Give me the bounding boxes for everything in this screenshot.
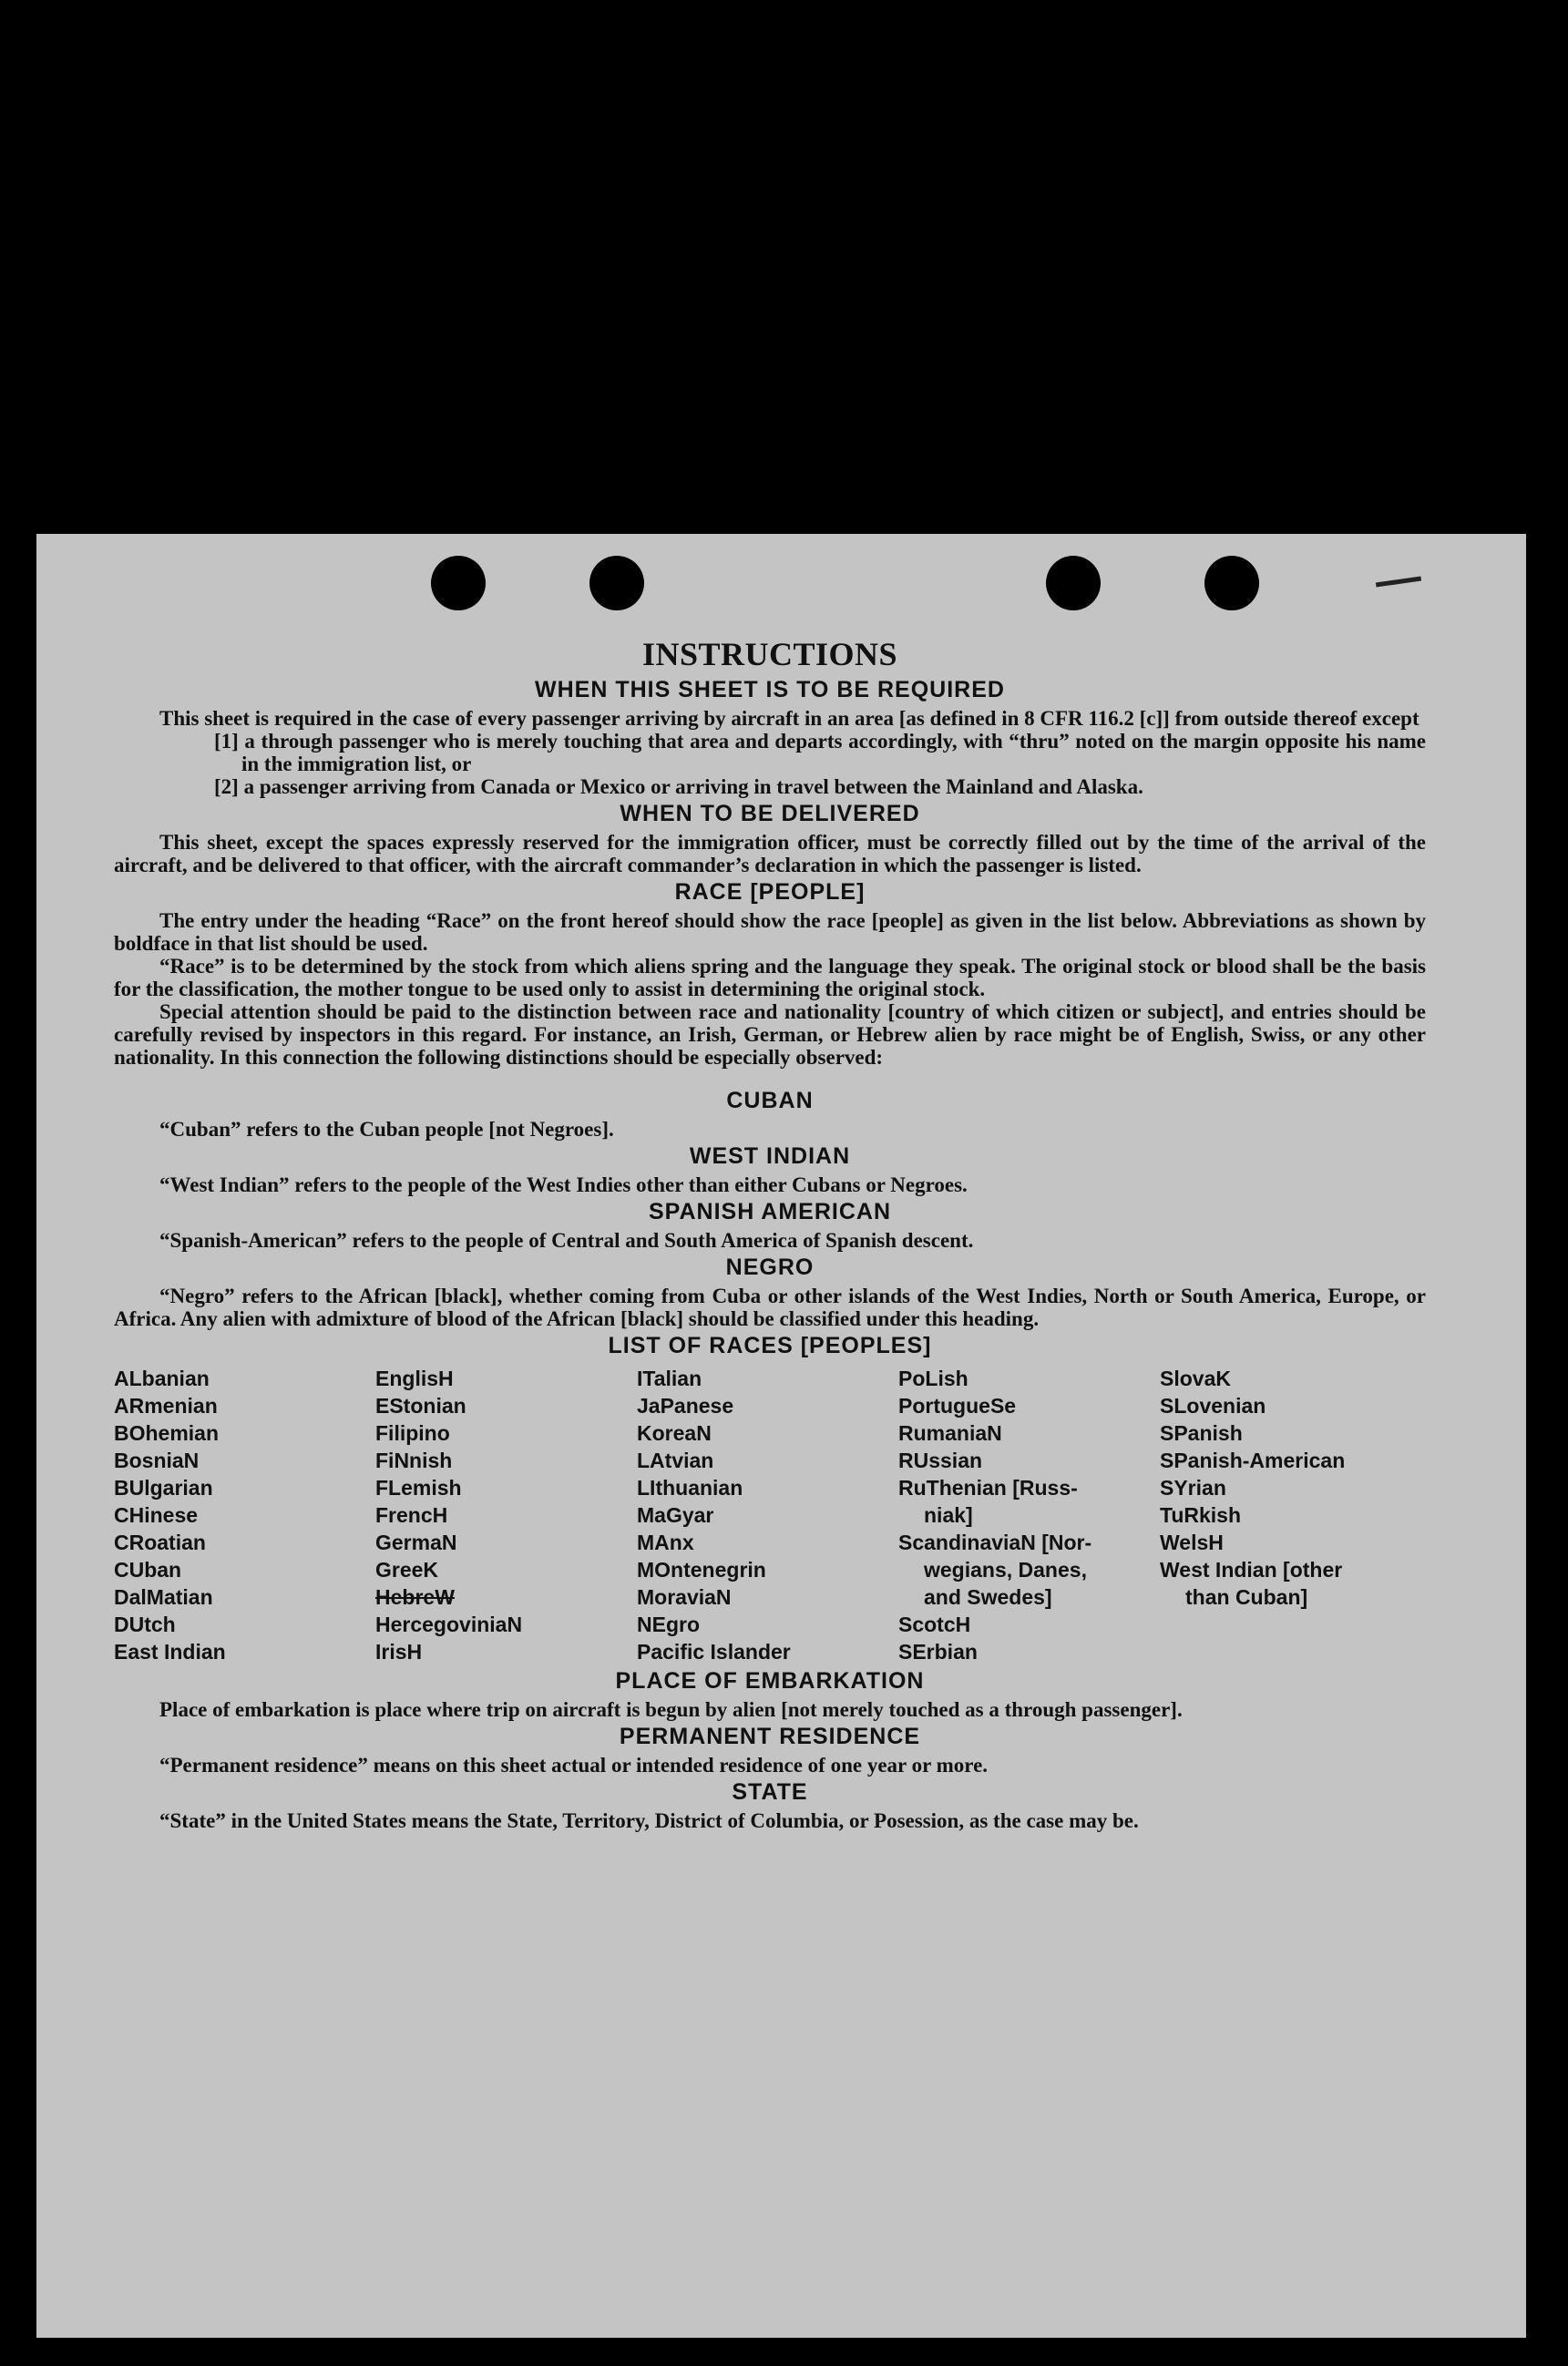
race-item: MoraviaN xyxy=(637,1585,732,1609)
races-column xyxy=(375,1365,637,1665)
race-item: DUtch xyxy=(114,1613,176,1636)
races-column xyxy=(637,1365,898,1665)
instructions-text xyxy=(114,634,1426,1832)
race-item-continued: and Swedes] xyxy=(924,1585,1052,1609)
negro-text: “Negro” refers to the African [black], whether coming from Cuba or other islands of the West Indies, North or South America, Europe, or Africa. Any alien with admixture of blood of the African [black] should be classified under this heading. xyxy=(114,1285,1426,1330)
race-item: ITalian xyxy=(637,1367,702,1390)
race-item: JaPanese xyxy=(637,1394,734,1418)
west-indian-text: “West Indian” refers to the people of the West Indies other than either Cubans or Negroes. xyxy=(159,1173,968,1196)
page-title: INSTRUCTIONS xyxy=(641,636,898,672)
race-item: ScandinaviaN [Nor- xyxy=(898,1531,1092,1554)
race-item: KoreaN xyxy=(637,1421,712,1445)
race-item: LAtvian xyxy=(637,1449,714,1472)
race-item: FLemish xyxy=(375,1476,462,1500)
spanish-american-text: “Spanish-American” refers to the people of Central and South America of Spanish descent. xyxy=(159,1229,974,1252)
race-item: CHinese xyxy=(114,1503,199,1527)
race-item: MaGyar xyxy=(637,1503,714,1527)
punch-hole xyxy=(589,556,644,610)
race-item: PoLish xyxy=(898,1367,968,1390)
race-item: RUssian xyxy=(898,1449,983,1472)
punch-hole xyxy=(431,556,486,610)
race-item: TuRkish xyxy=(1160,1503,1242,1527)
race-item: BOhemian xyxy=(114,1421,220,1445)
race-item: SLovenian xyxy=(1160,1394,1266,1418)
cuban-text: “Cuban” refers to the Cuban people [not Negroes]. xyxy=(159,1118,614,1141)
race-item: EnglisH xyxy=(375,1367,454,1390)
race-item: FiNnish xyxy=(375,1449,453,1472)
residence-text: “Permanent residence” means on this sheet actual or intended residence of one year or more. xyxy=(159,1754,989,1777)
heading-cuban: CUBAN xyxy=(726,1088,814,1113)
race-item: SPanish xyxy=(1160,1421,1243,1445)
when-delivered-text: This sheet, except the spaces expressly reserved for the immigration officer, must be correctly filled out by the time of the arrival of the aircraft, and be delivered to that officer, with the aircraft commander’s declaration in which the passenger is listed. xyxy=(114,831,1426,876)
races-column xyxy=(898,1365,1160,1665)
instruction-sheet xyxy=(36,534,1526,2338)
state-text: “State” in the United States means the State, Territory, District of Columbia, or Posession, as the case may be. xyxy=(159,1809,1139,1832)
race-item: SlovaK xyxy=(1160,1367,1231,1390)
heading-state: STATE xyxy=(732,1779,808,1805)
heading-spanish-american: SPANISH AMERICAN xyxy=(648,1199,891,1224)
races-column xyxy=(1160,1365,1426,1665)
races-column xyxy=(114,1365,375,1665)
race-item: GreeK xyxy=(375,1558,439,1582)
heading-when-required: WHEN THIS SHEET IS TO BE REQUIRED xyxy=(535,677,1005,702)
heading-race: RACE [PEOPLE] xyxy=(674,879,866,905)
race-item: FrencH xyxy=(375,1503,448,1527)
embarkation-text: Place of embarkation is place where trip on aircraft is begun by alien [not merely touched as a through passenger]. xyxy=(159,1698,1183,1721)
heading-list-of-races: LIST OF RACES [PEOPLES] xyxy=(608,1333,932,1358)
heading-negro: NEGRO xyxy=(725,1255,815,1280)
race-item: CRoatian xyxy=(114,1531,206,1554)
heading-when-delivered: WHEN TO BE DELIVERED xyxy=(620,801,920,826)
race-item: MOntenegrin xyxy=(637,1558,766,1582)
race-item: PortugueSe xyxy=(898,1394,1017,1418)
race-item: SYrian xyxy=(1160,1476,1226,1500)
race-item: West Indian [other xyxy=(1160,1558,1343,1582)
race-paragraph-1: The entry under the heading “Race” on the front hereof should show the race [people] as given in the list below. Abbreviations as shown by boldface in that list should be used. xyxy=(114,909,1426,955)
punch-hole xyxy=(1204,556,1259,610)
race-item: Filipino xyxy=(375,1421,450,1445)
race-item: SErbian xyxy=(898,1640,978,1664)
race-item: GermaN xyxy=(375,1531,457,1554)
race-item: IrisH xyxy=(375,1640,423,1664)
race-item: Pacific Islander xyxy=(637,1640,791,1664)
punch-hole xyxy=(1046,556,1101,610)
race-item: RuThenian [Russ- xyxy=(898,1476,1078,1500)
race-item-continued: wegians, Danes, xyxy=(924,1558,1087,1582)
race-item: NEgro xyxy=(637,1613,700,1636)
heading-place-of-embarkation: PLACE OF EMBARKATION xyxy=(615,1668,925,1694)
race-item: MAnx xyxy=(637,1531,694,1554)
heading-permanent-residence: PERMANENT RESIDENCE xyxy=(619,1724,921,1749)
race-item-continued: than Cuban] xyxy=(1185,1585,1308,1609)
race-item: ALbanian xyxy=(114,1367,210,1390)
race-item: BUlgarian xyxy=(114,1476,213,1500)
race-paragraph-2: “Race” is to be determined by the stock from which aliens spring and the language they speak. The original stock or blood shall be the basis for the classification, the mother tongue to be used only to assist in determining the original stock. xyxy=(114,955,1426,1000)
race-item-continued: niak] xyxy=(924,1503,973,1527)
race-item-struck: HebreW xyxy=(375,1585,455,1609)
race-item: BosniaN xyxy=(114,1449,200,1472)
race-item: EStonian xyxy=(375,1394,466,1418)
race-item: LIthuanian xyxy=(637,1476,743,1500)
race-item: ARmenian xyxy=(114,1394,218,1418)
race-item: RumaniaN xyxy=(898,1421,1002,1445)
paper-mark xyxy=(1376,577,1421,588)
race-item: SPanish-American xyxy=(1160,1449,1346,1472)
when-required-item-2: [2] a passenger arriving from Canada or Mexico or arriving in travel between the Mainland and Alaska. xyxy=(214,775,1143,798)
when-required-item-1: [1] a through passenger who is merely touching that area and departs accordingly, with “thru” noted on the margin opposite his name in the immigration list, or xyxy=(214,730,1426,775)
when-required-intro: This sheet is required in the case of every passenger arriving by aircraft in an area [as defined in 8 CFR 116.2 [c]] from outside thereof except xyxy=(159,707,1419,730)
heading-west-indian: WEST INDIAN xyxy=(689,1143,851,1169)
race-item: ScotcH xyxy=(898,1613,971,1636)
races-list xyxy=(114,1365,1426,1665)
race-item: WelsH xyxy=(1160,1531,1224,1554)
race-item: HercegoviniaN xyxy=(375,1613,523,1636)
race-item: DalMatian xyxy=(114,1585,213,1609)
race-paragraph-3: Special attention should be paid to the distinction between race and nationality [country of which citizen or subject], and entries should be carefully revised by inspectors in this regard. For instance, an Irish, German, or Hebrew alien by race might be of English, Swiss, or any other nationality. In this connection the following distinctions should be especially observed: xyxy=(114,1000,1426,1069)
race-item: CUban xyxy=(114,1558,182,1582)
race-item: East Indian xyxy=(114,1640,226,1664)
